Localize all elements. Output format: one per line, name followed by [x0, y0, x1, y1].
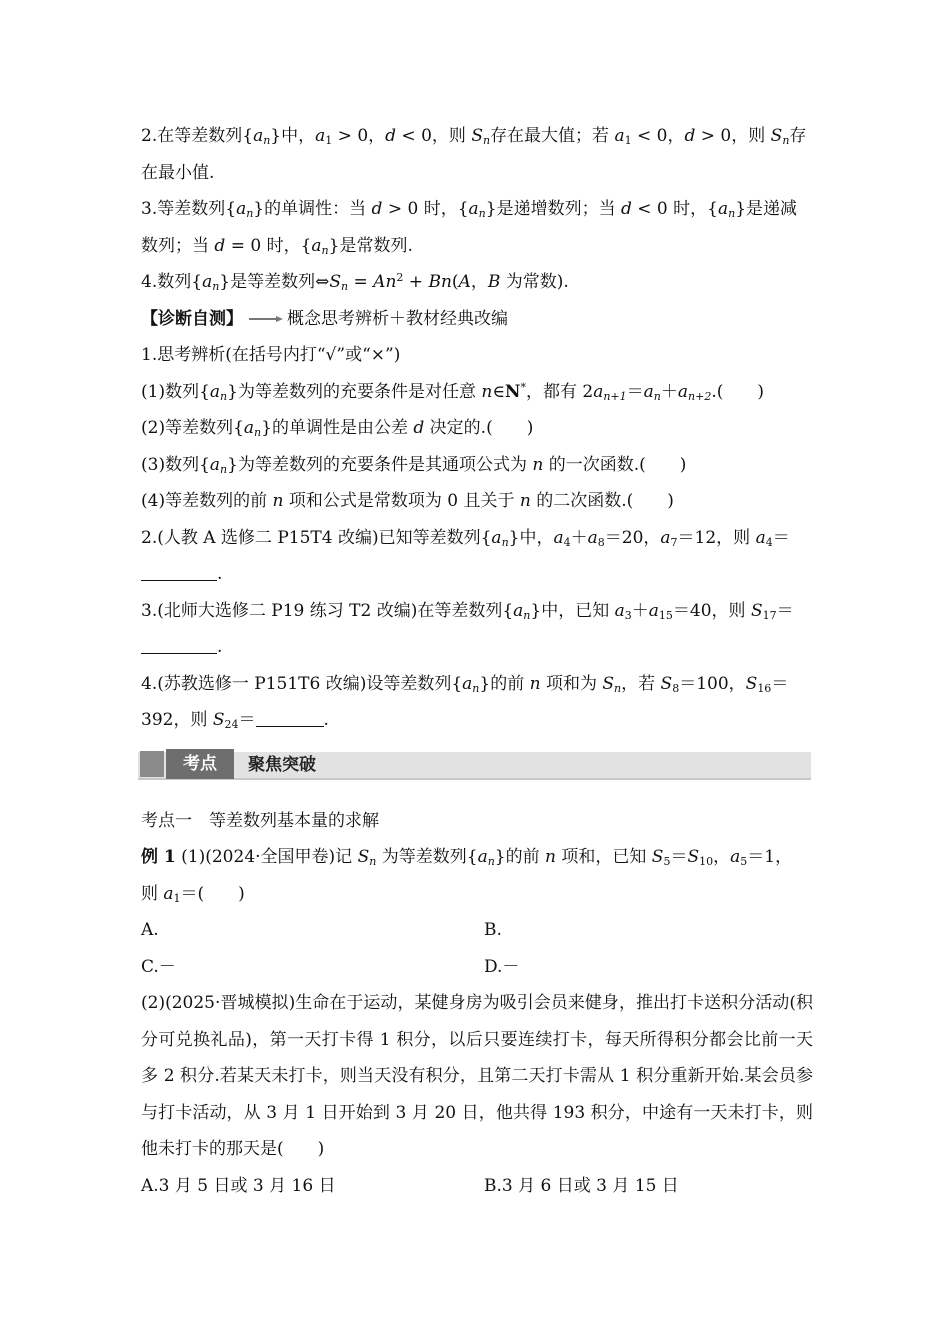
diagnosis-label: 【诊断自测】	[141, 308, 243, 329]
question-1-statement-1: (1)数列$\{a_n\}$为等差数列的充要条件是对任意 n∈N*，都有 $2a_{n+1}=a_n+a_{n+2}$.( )	[141, 380, 765, 403]
option-a[interactable]: A.3 月 5 日或 3 月 16 日	[141, 1175, 336, 1196]
question-4-line2: 392，则 $S_{24}=$ .	[141, 702, 811, 739]
property-3-line1: 3.等差数列$\{a_n\}$的单调性：当 d > 0 时，$\{a_n\}$是递增数列；当 d < 0 时，$\{a_n\}$是递减	[141, 199, 798, 220]
example-1-part-1-line2: 则 $a_1=$( )	[141, 883, 245, 905]
banner-accent	[140, 751, 164, 777]
example-label: 例 1	[141, 847, 176, 867]
section-banner	[138, 747, 811, 781]
property-4: 4.数列$\{a_n\}$是等差数列$\Leftrightarrow S_n = An^2 + Bn(A$，B 为常数).	[141, 271, 569, 293]
example-1-options-row-1	[141, 912, 811, 949]
option-b[interactable]: B.3 月 6 日或 3 月 15 日	[484, 1175, 679, 1196]
example-1-part-2-options	[141, 1168, 811, 1205]
document-page	[141, 118, 811, 1204]
question-2-answer-line: .	[141, 556, 811, 593]
banner-bar	[138, 752, 811, 780]
option-c[interactable]: C.－	[141, 956, 176, 977]
example-1-part-1: 例 1 (1)(2024·全国甲卷)记 $S_n$ 为等差数列$\{a_n\}$的前 n 项和，已知 $S_5=S_{10}$，$a_5=1$，	[141, 847, 793, 868]
property-3-line2: 数列；当 d = 0 时，$\{a_n\}$是常数列.	[141, 235, 413, 257]
property-2-line2: 在最小值.	[141, 162, 215, 183]
diagnosis-subtitle: 概念思考辨析＋教材经典改编	[287, 308, 508, 329]
diagnosis-header	[141, 301, 811, 338]
question-4: 4.(苏教选修一 P151T6 改编)设等差数列$\{a_n\}$的前 n 项和为 $S_n$，若 $S_8=100$，$S_{16}=$	[141, 673, 789, 695]
banner-title: 聚焦突破	[248, 754, 316, 775]
question-1-title: 1.思考辨析(在括号内打“√”或“×”)	[141, 345, 401, 365]
answer-blank[interactable]	[256, 706, 324, 727]
example-1-part-2: (2)(2025·晋城模拟)生命在于运动，某健身房为吸引会员来健身，推出打卡送积分活动(积分可兑换礼品)，第一天打卡得 1 积分，以后只要连续打卡，每天所得积分都会比前一天多 2 积分.若某天未打卡，则当天没有积分，且第二天打卡需从 1 积分重新开始.某会员参与打卡活动，从 3 月 1 日开始到 3 月 20 日，他共得 193 积分，中途有一天未打卡，则他未打卡的那天是( )	[141, 993, 813, 1159]
property-2-line1: 2.在等差数列$\{a_n\}$中，$a_1 > 0$，d < 0，则 $S_n$存在最大值；若 $a_1 < 0$，d > 0，则 $S_n$存	[141, 126, 807, 147]
question-3: 3.(北师大选修二 P19 练习 T2 改编)在等差数列$\{a_n\}$中，已知 $a_3+a_{15}=40$，则 $S_{17}=$	[141, 600, 794, 622]
question-1-statement-3: (3)数列$\{a_n\}$为等差数列的充要条件是其通项公式为 n 的一次函数.( )	[141, 454, 687, 476]
example-1-options-row-2	[141, 949, 811, 986]
arrow-icon	[249, 316, 283, 322]
question-1-statement-4: (4)等差数列的前 n 项和公式是常数项为 0 且关于 n 的二次函数.( )	[141, 491, 674, 511]
option-a[interactable]: A.	[141, 920, 159, 940]
answer-blank[interactable]	[141, 560, 217, 581]
question-2: 2.(人教 A 选修二 P15T4 改编)已知等差数列$\{a_n\}$中，$a_4+a_8=20$，$a_7=12$，则 $a_4=$	[141, 527, 790, 549]
question-1-statement-2: (2)等差数列$\{a_n\}$的单调性是由公差 d 决定的.( )	[141, 418, 534, 439]
banner-tag: 考点	[166, 749, 234, 779]
topic-1-title: 考点一 等差数列基本量的求解	[141, 810, 379, 831]
option-b[interactable]: B.	[484, 920, 502, 940]
answer-blank[interactable]	[141, 633, 217, 654]
option-d[interactable]: D.－	[484, 956, 520, 977]
question-3-answer-line: .	[141, 629, 811, 666]
